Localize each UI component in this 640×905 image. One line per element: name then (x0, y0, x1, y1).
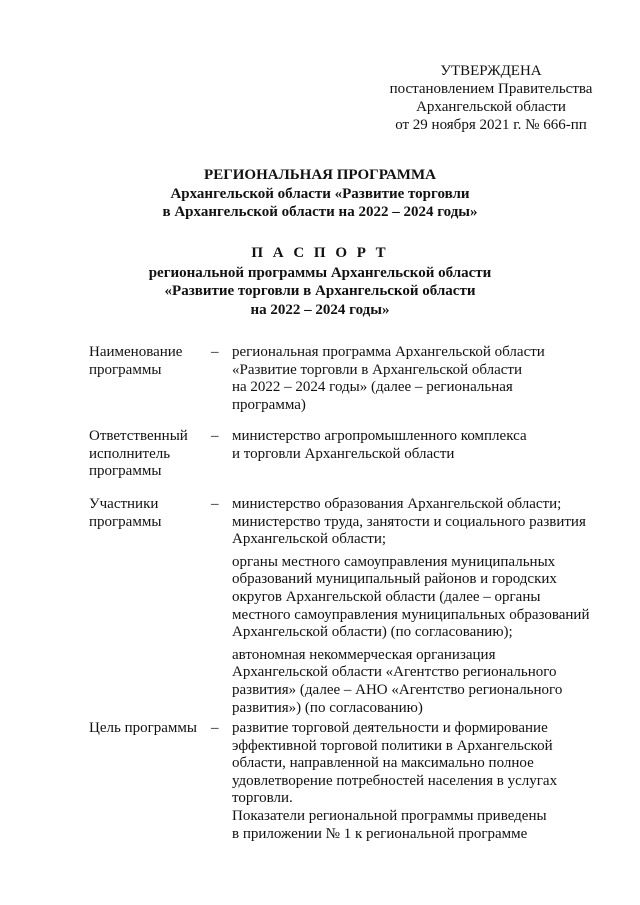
row-label-line: программы (89, 361, 162, 378)
value-paragraph (232, 496, 609, 549)
passport-row-program-goal (89, 720, 609, 850)
passport-subtitle-line: «Развитие торговли в Архангельской области (164, 283, 476, 299)
row-label-line: программы (89, 513, 162, 530)
value-line: округов Архангельской области (далее – органы (232, 588, 541, 605)
passport-title (90, 244, 550, 319)
passport-table (89, 344, 609, 850)
row-label-line: исполнитель (89, 445, 171, 462)
row-label (89, 428, 201, 481)
row-value (232, 720, 609, 843)
row-dash: – (211, 496, 219, 512)
value-line: развития» (далее – АНО «Агентство регионального (232, 681, 563, 698)
approval-line: Архангельской области (416, 99, 566, 115)
value-line: министерство агропромышленного комплекса (232, 428, 527, 444)
approval-line: от 29 ноября 2021 г. № 666-пп (395, 117, 587, 133)
value-line: Архангельской области «Агентство регионального (232, 664, 557, 681)
row-label (89, 496, 201, 531)
passport-heading: П А С П О Р Т (251, 245, 389, 261)
value-line: региональная программа Архангельской области (232, 344, 545, 360)
approval-line: УТВЕРЖДЕНА (440, 63, 542, 79)
value-line: «Развитие торговли в Архангельской области (232, 361, 523, 378)
value-paragraph (232, 720, 609, 808)
value-line: органы местного самоуправления муниципальных (232, 553, 556, 570)
value-line: программа) (232, 396, 306, 413)
value-line: местного самоуправления муниципальных образований (232, 606, 590, 623)
passport-row-responsible-executor (89, 428, 609, 496)
row-label (89, 720, 201, 738)
value-line: в приложении № 1 к региональной программе (232, 825, 528, 842)
passport-row-program-name (89, 344, 609, 428)
row-label-line: Участники (89, 496, 159, 512)
passport-subtitle-line: на 2022 – 2024 годы» (250, 301, 390, 318)
value-paragraph (232, 554, 609, 642)
value-line: развития») (по согласованию) (232, 699, 423, 716)
value-paragraph (232, 428, 609, 463)
row-dash: – (211, 344, 219, 360)
value-line: автономная некоммерческая организация (232, 646, 496, 663)
row-label (89, 344, 201, 379)
approval-stamp (360, 62, 622, 134)
value-line: министерство труда, занятости и социального развития (232, 513, 586, 530)
value-line: развитие торговой деятельности и формирование (232, 720, 548, 736)
row-label-line: программы (89, 463, 162, 480)
value-line: министерство образования Архангельской области; (232, 496, 562, 512)
value-line: Архангельской области) (по согласованию); (232, 624, 513, 641)
row-label-line: Наименование (89, 344, 183, 360)
row-label-line: Ответственный (89, 428, 188, 444)
value-line: торговли. (232, 790, 293, 807)
program-title-line: в Архангельской области на 2022 – 2024 годы» (162, 204, 478, 220)
value-line: и торговли Архангельской области (232, 445, 455, 462)
row-value (232, 344, 609, 414)
value-line: на 2022 – 2024 годы» (далее – региональная (232, 379, 513, 396)
value-line: образований муниципальный районов и городских (232, 571, 557, 588)
approval-line: постановлением Правительства (389, 81, 593, 97)
program-title-line: Архангельской области «Развитие торговли (170, 185, 470, 202)
value-line: эффективной торговой политики в Архангельской (232, 737, 553, 754)
program-title-line: РЕГИОНАЛЬНАЯ ПРОГРАММА (204, 167, 436, 183)
value-line: удовлетворение потребностей населения в услугах (232, 772, 558, 789)
value-line: Показатели региональной программы приведены (232, 807, 547, 824)
value-line: Архангельской области; (232, 531, 387, 548)
value-paragraph (232, 647, 609, 717)
row-label-line: Цель программы (89, 720, 197, 736)
value-paragraph (232, 808, 609, 843)
row-dash: – (211, 720, 219, 736)
row-value (232, 496, 609, 717)
program-title (90, 166, 550, 222)
value-line: области, направленной на максимально полное (232, 755, 534, 772)
passport-row-participants (89, 496, 609, 720)
row-dash: – (211, 428, 219, 444)
value-paragraph (232, 344, 609, 414)
passport-subtitle-line: региональной программы Архангельской области (148, 264, 492, 281)
row-value (232, 428, 609, 463)
